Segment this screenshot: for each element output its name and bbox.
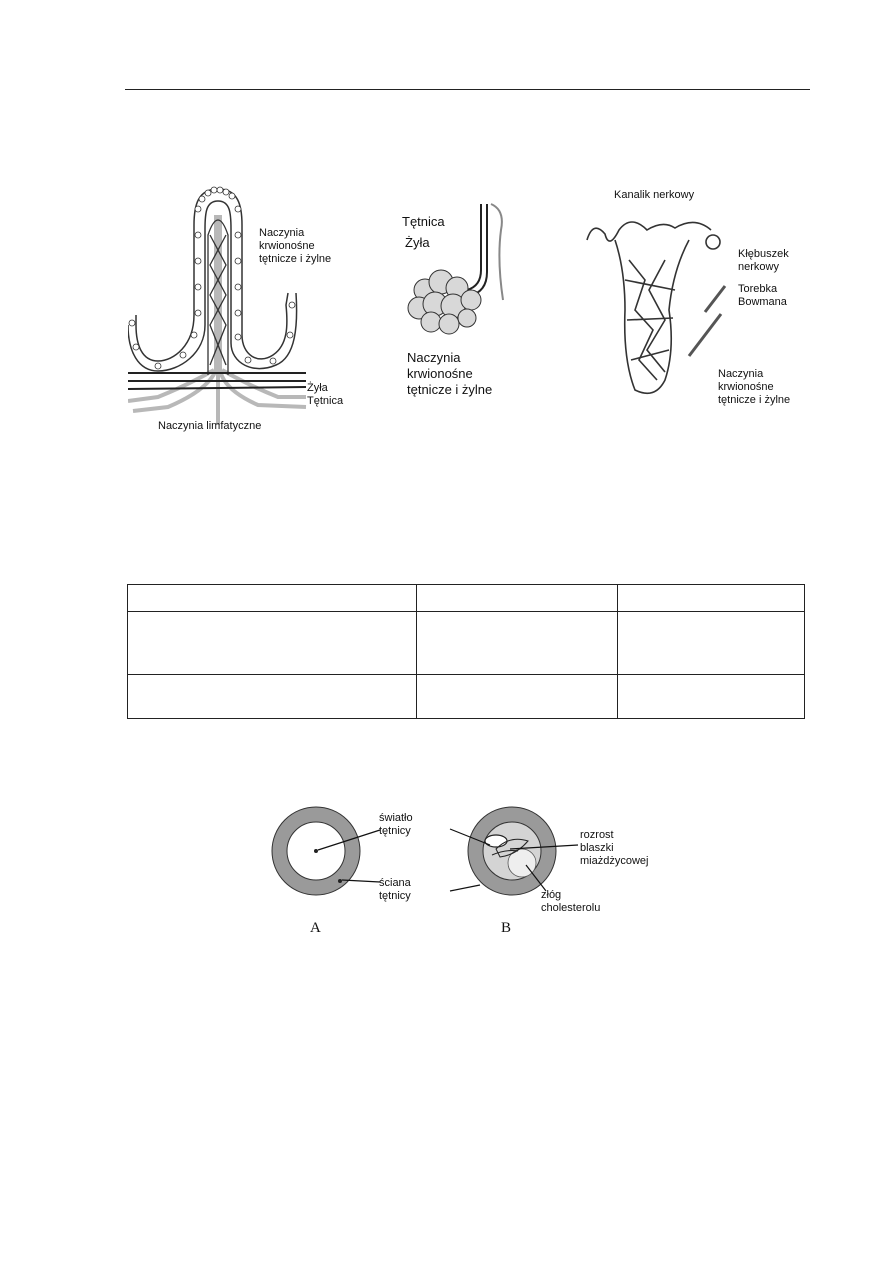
plaque-line-2: blaszki (580, 842, 614, 854)
nephron-vessels-line-1: Naczynia (718, 368, 764, 380)
alveoli-vein-label: Żyła (405, 235, 430, 250)
table-cell[interactable] (128, 675, 417, 719)
nephron-tubule-label: Kanalik nerkowy (614, 189, 695, 201)
table-row (128, 585, 805, 612)
villus-vessels-line-3: tętnicze i żylne (259, 253, 332, 265)
villus-vessels-label (259, 227, 331, 266)
cholesterol-line-2: cholesterolu (541, 902, 601, 914)
nephron-vessels-label (718, 368, 790, 407)
table-row (128, 612, 805, 675)
cholesterol-label (541, 889, 600, 915)
nephron-glomerulus-line-1: Kłębuszek (738, 248, 789, 260)
wall-label (379, 877, 411, 903)
wall-line-2: tętnicy (379, 890, 411, 902)
alveoli-vessels-line-3: tętnicze i żylne (407, 382, 493, 397)
nephron-glomerulus-line-2: nerkowy (738, 261, 779, 273)
table-cell[interactable] (417, 612, 618, 675)
nephron-capsule-line-2: Bowmana (738, 296, 787, 308)
table-cell[interactable] (618, 585, 805, 612)
plaque-label (580, 829, 648, 868)
villus-vessels-line-2: krwionośne (259, 240, 315, 252)
table-cell[interactable] (417, 675, 618, 719)
lumen-label (379, 812, 413, 838)
table-cell[interactable] (128, 612, 417, 675)
nephron-vessels-line-2: krwionośne (718, 381, 774, 393)
nephron-vessels-line-3: tętnicze i żylne (718, 394, 791, 406)
villus-vessels-line-1: Naczynia (259, 227, 305, 239)
table-cell[interactable] (618, 675, 805, 719)
villus-vein-label: Żyła (307, 382, 328, 394)
alveoli-vessels-line-2: krwionośne (407, 366, 473, 381)
table-cell[interactable] (618, 612, 805, 675)
table-row (128, 675, 805, 719)
caption-b: B (501, 920, 512, 936)
table-cell[interactable] (128, 585, 417, 612)
alveoli-vessels-line-1: Naczynia (407, 350, 461, 365)
lumen-line-2: tętnicy (379, 825, 411, 837)
villus-diagram (128, 175, 308, 437)
cholesterol-line-1: złóg (541, 889, 562, 901)
lumen-line-1: światło (379, 812, 413, 824)
caption-a: A (310, 920, 321, 936)
wall-line-1: ściana (379, 877, 411, 889)
villus-artery-label: Tętnica (307, 395, 344, 407)
answer-table (127, 584, 805, 719)
villus-lymph-label: Naczynia limfatyczne (158, 420, 262, 432)
alveoli-vessels-label (407, 350, 492, 398)
plaque-line-1: rozrost (580, 829, 614, 841)
nephron-capsule-label (738, 283, 787, 309)
nephron-glomerulus-label (738, 248, 789, 274)
nephron-capsule-line-1: Torebka (738, 283, 778, 295)
table-cell[interactable] (417, 585, 618, 612)
nephron-diagram (585, 200, 735, 402)
alveoli-artery-label: Tętnica (402, 214, 445, 229)
header-rule (125, 89, 810, 90)
plaque-line-3: miażdżycowej (580, 855, 649, 867)
